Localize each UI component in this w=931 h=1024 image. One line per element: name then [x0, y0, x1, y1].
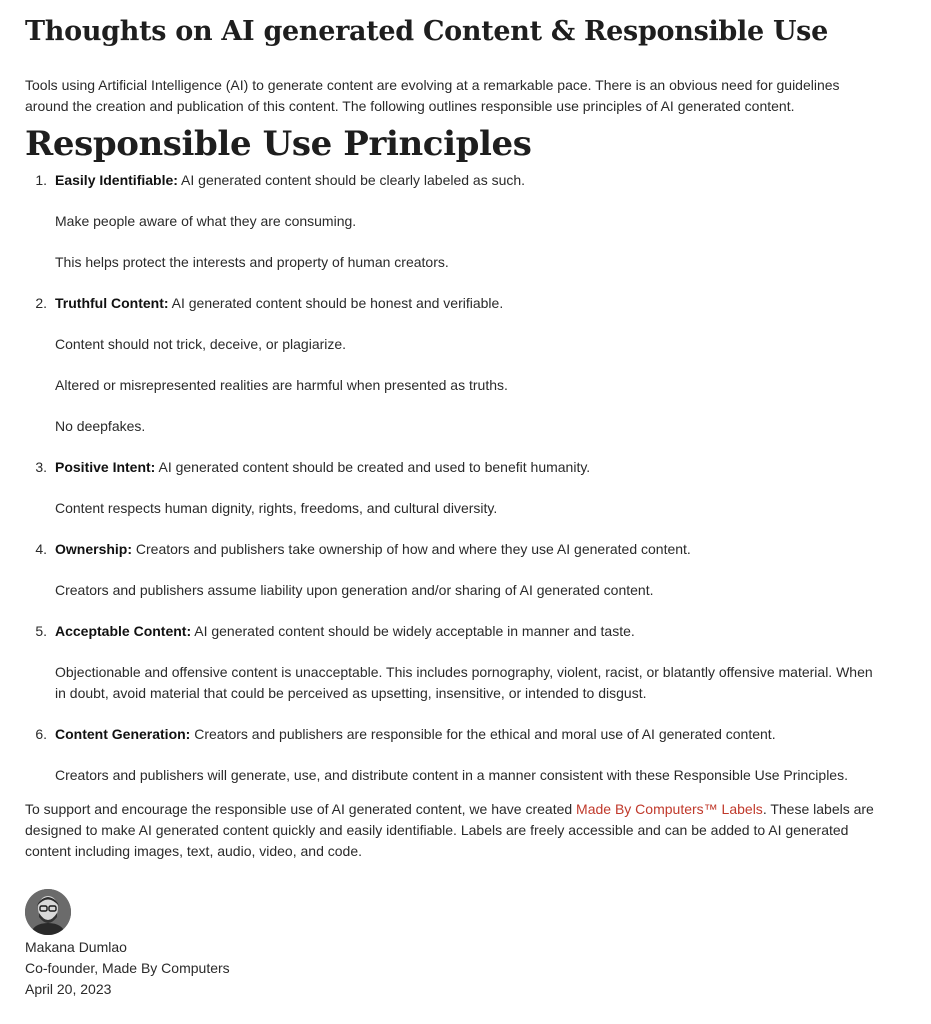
outro-text-after: . These labels are designed to make AI generated content quickly and easily identifiable. Labels are freely accessible and can be added to AI generated content including images, text, audio, video, and code.	[25, 801, 874, 859]
principle-number: 1.	[35, 172, 47, 188]
principle-title: Acceptable Content:	[55, 623, 192, 639]
principle-item-5	[25, 621, 885, 704]
principle-title: Easily Identifiable:	[55, 172, 178, 188]
principle-title: Content Generation:	[55, 726, 191, 742]
labels-link[interactable]: Made By Computers™ Labels	[576, 801, 763, 817]
principle-detail: No deepfakes.	[55, 418, 146, 434]
author-avatar	[25, 889, 71, 935]
principle-item-4	[25, 539, 885, 601]
principle-number: 4.	[35, 541, 47, 557]
principle-lead	[55, 170, 885, 191]
principle-number: 5.	[35, 623, 47, 639]
principle-detail: Make people aware of what they are consuming.	[55, 213, 357, 229]
page-title: Thoughts on AI generated Content & Responsible Use	[25, 16, 828, 47]
principle-lead	[55, 724, 885, 745]
publish-date: April 20, 2023	[25, 981, 112, 997]
principle-lead	[55, 621, 885, 642]
principle-detail: This helps protect the interests and property of human creators.	[55, 254, 449, 270]
principle-detail: Content should not trick, deceive, or plagiarize.	[55, 336, 347, 352]
author-block	[25, 889, 230, 1000]
principle-title: Positive Intent:	[55, 459, 156, 475]
author-details	[25, 937, 230, 1000]
principle-item-6	[25, 724, 885, 786]
section-title: Responsible Use Principles	[25, 124, 532, 164]
principle-lead-text: AI generated content should be widely acceptable in manner and taste.	[191, 623, 635, 639]
principle-number: 2.	[35, 295, 47, 311]
principle-detail: Altered or misrepresented realities are harmful when presented as truths.	[55, 377, 508, 393]
author-role: Co-founder, Made By Computers	[25, 960, 230, 976]
principle-detail: Content respects human dignity, rights, freedoms, and cultural diversity.	[55, 500, 498, 516]
principle-number: 3.	[35, 459, 47, 475]
principle-title: Ownership:	[55, 541, 133, 557]
principle-lead-text: Creators and publishers take ownership of how and where they use AI generated content.	[132, 541, 691, 557]
author-name: Makana Dumlao	[25, 939, 127, 955]
principle-lead	[55, 457, 885, 478]
outro-text-before: To support and encourage the responsible use of AI generated content, we have created	[25, 801, 577, 817]
intro-paragraph: Tools using Artificial Intelligence (AI) to generate content are evolving at a remarkable pace. There is an obvious need for guidelines around the creation and publication of this content. The following outlines responsible use principles of AI generated content.	[25, 77, 840, 114]
principle-lead-text: AI generated content should be clearly labeled as such.	[177, 172, 526, 188]
principle-lead-text: AI generated content should be honest and verifiable.	[168, 295, 504, 311]
principle-detail: Creators and publishers will generate, use, and distribute content in a manner consistent with these Responsible Use Principles.	[55, 767, 848, 783]
principle-item-2	[25, 293, 885, 437]
principle-lead	[55, 539, 885, 560]
principle-item-3	[25, 457, 885, 519]
principle-lead-text: AI generated content should be created and used to benefit humanity.	[155, 459, 591, 475]
principle-lead	[55, 293, 885, 314]
principle-number: 6.	[35, 726, 47, 742]
outro-paragraph	[25, 799, 885, 862]
principle-detail: Objectionable and offensive content is unacceptable. This includes pornography, violent, racist, or blatantly offensive material. When in doubt, avoid material that could be perceived as upsetting, insensitive, or intended to disgust.	[55, 664, 873, 701]
principle-item-1	[25, 170, 885, 273]
principle-title: Truthful Content:	[55, 295, 169, 311]
principles-list	[25, 170, 885, 806]
principle-lead-text: Creators and publishers are responsible for the ethical and moral use of AI generated content.	[190, 726, 776, 742]
person-icon	[25, 889, 71, 935]
principle-detail: Creators and publishers assume liability upon generation and/or sharing of AI generated content.	[55, 582, 654, 598]
